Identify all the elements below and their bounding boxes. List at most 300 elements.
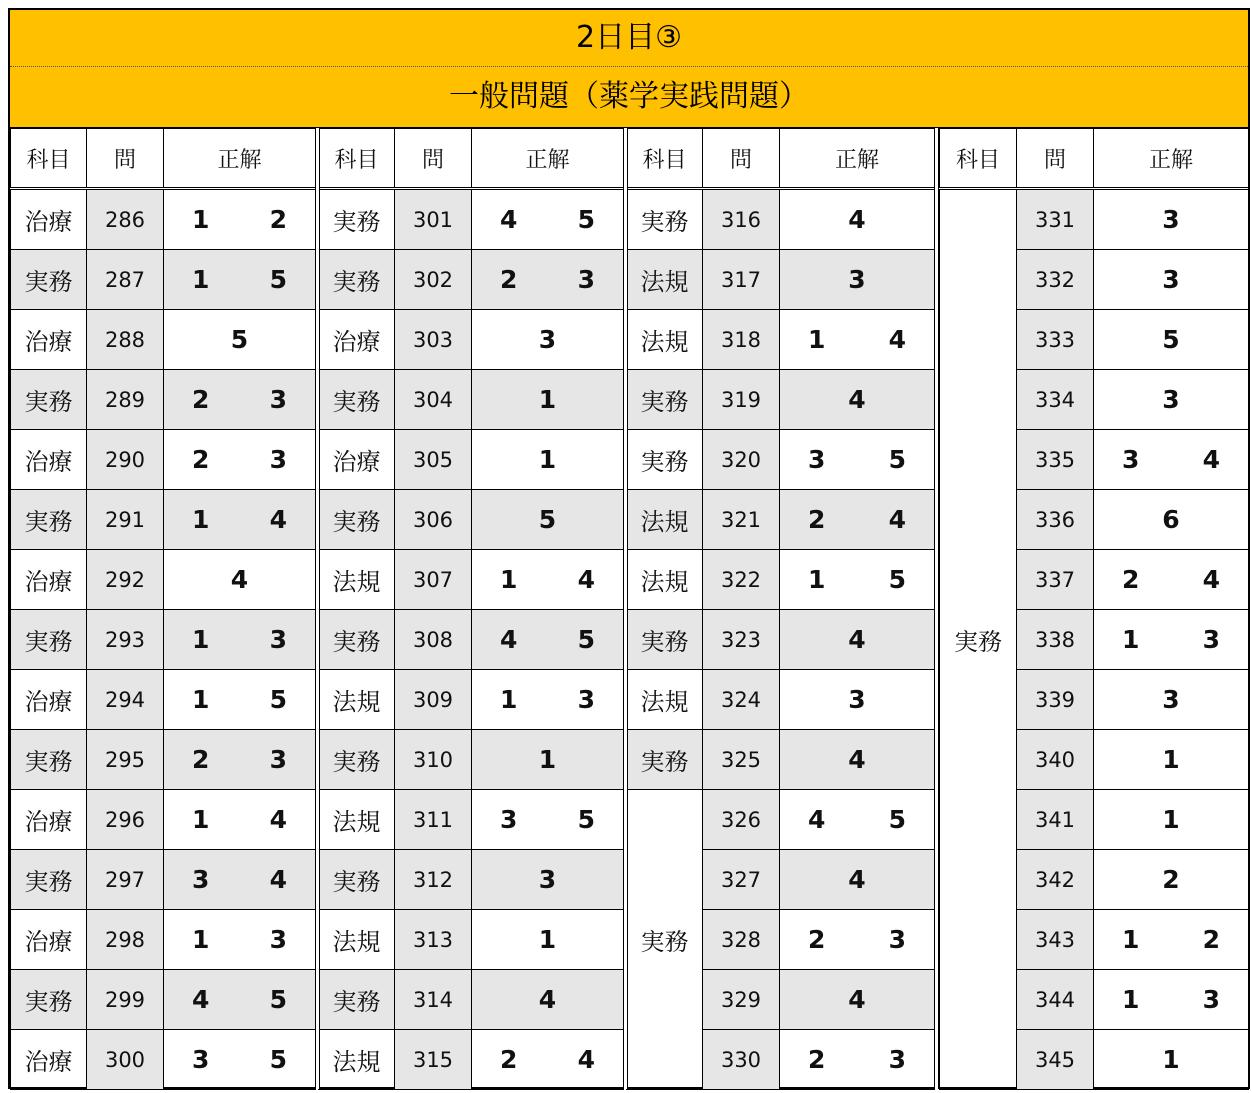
answer-value: 4 (848, 385, 866, 414)
table-row (627, 370, 935, 430)
question-number: 298 (87, 910, 164, 970)
subject-cell: 法規 (627, 550, 703, 610)
subject-header: 科目 (940, 129, 1017, 189)
answer-cell (472, 670, 624, 730)
answer-value: 1 (192, 925, 210, 954)
answer-value: 3 (538, 325, 557, 354)
answer-value: 1 (192, 625, 210, 654)
table-row (11, 430, 316, 490)
question-number: 339 (1017, 670, 1094, 730)
answer-cell (1094, 370, 1249, 430)
answer-value: 5 (269, 985, 287, 1014)
subject-cell: 法規 (319, 1030, 395, 1090)
subject-cell: 治療 (11, 189, 87, 250)
question-number: 296 (87, 790, 164, 850)
answer-value: 1 (192, 805, 210, 834)
question-header: 問 (87, 129, 164, 189)
question-number: 325 (703, 730, 780, 790)
answer-value: 1 (500, 685, 518, 714)
answer-value: 4 (1202, 565, 1220, 594)
answer-value: 5 (269, 265, 287, 294)
answer-value: 2 (192, 385, 210, 414)
answer-value: 1 (538, 445, 557, 474)
answer-cell (1094, 850, 1249, 910)
table-row (11, 310, 316, 370)
answer-cell (780, 370, 935, 430)
answer-value: 5 (269, 685, 287, 714)
answer-cell (164, 250, 316, 310)
table-row (11, 1030, 316, 1090)
question-number: 343 (1017, 910, 1094, 970)
question-number: 307 (395, 550, 472, 610)
table-row (319, 189, 624, 250)
table-row (11, 610, 316, 670)
header-row (319, 129, 624, 189)
table-row (319, 250, 624, 310)
answer-cell (1094, 1030, 1249, 1090)
table-row (319, 610, 624, 670)
answer-value: 4 (848, 985, 866, 1014)
subject-cell: 法規 (319, 910, 395, 970)
answer-cell (780, 790, 935, 850)
table-row (627, 490, 935, 550)
answer-value: 4 (888, 325, 906, 354)
answer-value: 2 (192, 745, 210, 774)
answer-cell (472, 970, 624, 1030)
answer-cell (164, 670, 316, 730)
answer-cell (1094, 189, 1249, 250)
answer-cell (780, 250, 935, 310)
answer-value: 4 (500, 625, 518, 654)
answer-value: 4 (808, 805, 826, 834)
answer-cell (780, 490, 935, 550)
answer-cell (1094, 310, 1249, 370)
question-number: 345 (1017, 1030, 1094, 1090)
answer-value: 1 (192, 505, 210, 534)
subject-cell: 実務 (627, 370, 703, 430)
subject-cell: 実務 (940, 189, 1017, 1090)
answer-block (626, 128, 935, 1090)
answer-value: 1 (1162, 745, 1180, 774)
answer-cell (1094, 790, 1249, 850)
answer-value: 5 (888, 445, 906, 474)
question-number: 312 (395, 850, 472, 910)
table-row (319, 730, 624, 790)
question-number: 293 (87, 610, 164, 670)
answer-cell (164, 790, 316, 850)
answer-value: 3 (500, 805, 518, 834)
answer-block (10, 128, 316, 1090)
question-number: 326 (703, 790, 780, 850)
answer-value: 3 (1202, 625, 1220, 654)
answer-value: 4 (848, 865, 866, 894)
question-number: 317 (703, 250, 780, 310)
subject-header: 科目 (11, 129, 87, 189)
answer-value: 1 (538, 745, 557, 774)
subject-cell: 治療 (319, 430, 395, 490)
answer-block (939, 128, 1249, 1090)
question-number: 304 (395, 370, 472, 430)
answer-value: 4 (269, 805, 287, 834)
question-number: 327 (703, 850, 780, 910)
question-number: 336 (1017, 490, 1094, 550)
page-title: 2日目③ (10, 10, 1248, 67)
subject-header: 科目 (319, 129, 395, 189)
subject-cell: 治療 (11, 1030, 87, 1090)
question-number: 315 (395, 1030, 472, 1090)
answer-value: 3 (1162, 265, 1180, 294)
subject-cell: 治療 (11, 550, 87, 610)
answer-cell (472, 730, 624, 790)
table-row (627, 189, 935, 250)
answer-cell (1094, 250, 1249, 310)
answer-value: 3 (192, 1045, 210, 1074)
answer-value: 4 (577, 1045, 595, 1074)
answer-cell (1094, 670, 1249, 730)
header-row (940, 129, 1249, 189)
section-subtitle: 一般問題（薬学実践問題） (10, 67, 1248, 128)
answer-value: 3 (538, 865, 557, 894)
question-number: 316 (703, 189, 780, 250)
table-row (940, 189, 1249, 250)
question-number: 313 (395, 910, 472, 970)
block-divider (623, 128, 628, 1089)
answer-value: 1 (192, 265, 210, 294)
question-number: 323 (703, 610, 780, 670)
answer-value: 2 (808, 925, 826, 954)
subject-cell: 治療 (11, 310, 87, 370)
answer-value: 1 (1162, 1045, 1180, 1074)
question-number: 324 (703, 670, 780, 730)
answer-cell (780, 1030, 935, 1090)
answer-cell (164, 310, 316, 370)
answer-value: 5 (538, 505, 557, 534)
question-number: 330 (703, 1030, 780, 1090)
answer-cell (164, 189, 316, 250)
table-row (319, 370, 624, 430)
question-number: 328 (703, 910, 780, 970)
table-row (319, 490, 624, 550)
answer-value: 3 (848, 685, 866, 714)
table-row (11, 790, 316, 850)
answer-value: 6 (1162, 505, 1180, 534)
answer-value: 3 (269, 625, 287, 654)
answer-value: 5 (269, 1045, 287, 1074)
answer-value: 2 (500, 1045, 518, 1074)
answer-value: 3 (1162, 685, 1180, 714)
subject-cell: 実務 (627, 430, 703, 490)
question-number: 290 (87, 430, 164, 490)
answer-cell (1094, 730, 1249, 790)
question-number: 306 (395, 490, 472, 550)
subject-cell: 実務 (319, 370, 395, 430)
subject-cell: 実務 (627, 730, 703, 790)
answer-value: 3 (577, 685, 595, 714)
subject-cell: 実務 (627, 189, 703, 250)
table-row (11, 850, 316, 910)
answer-value: 2 (192, 445, 210, 474)
answer-value: 4 (848, 745, 866, 774)
answer-value: 1 (1122, 925, 1140, 954)
answer-cell (164, 970, 316, 1030)
answer-value: 2 (1202, 925, 1220, 954)
table-row (627, 550, 935, 610)
answer-cell (1094, 910, 1249, 970)
table-row (11, 970, 316, 1030)
answer-value: 3 (1162, 385, 1180, 414)
answer-value: 1 (1122, 625, 1140, 654)
answer-cell (1094, 970, 1249, 1030)
answer-cell (472, 550, 624, 610)
answer-cell (1094, 610, 1249, 670)
answer-value: 2 (808, 1045, 826, 1074)
table-row (627, 610, 935, 670)
answer-value: 1 (192, 205, 210, 234)
answer-cell (472, 1030, 624, 1090)
answer-value: 3 (269, 445, 287, 474)
block-divider (934, 128, 939, 1089)
answer-cell (164, 610, 316, 670)
table-row (11, 730, 316, 790)
answer-cell (780, 610, 935, 670)
answer-sheet (8, 8, 1250, 1089)
subject-cell: 実務 (319, 730, 395, 790)
question-number: 341 (1017, 790, 1094, 850)
subject-cell: 実務 (319, 250, 395, 310)
subject-cell: 法規 (627, 490, 703, 550)
answer-cell (164, 490, 316, 550)
answer-value: 5 (1162, 325, 1180, 354)
question-number: 311 (395, 790, 472, 850)
question-number: 291 (87, 490, 164, 550)
answer-cell (780, 189, 935, 250)
subject-cell: 法規 (319, 790, 395, 850)
question-number: 322 (703, 550, 780, 610)
table-row (11, 910, 316, 970)
table-row (627, 670, 935, 730)
subject-cell: 実務 (11, 730, 87, 790)
table-row (319, 910, 624, 970)
table-row (319, 310, 624, 370)
answer-cell (472, 250, 624, 310)
table-row (627, 310, 935, 370)
answer-value: 3 (888, 1045, 906, 1074)
subject-cell: 法規 (627, 310, 703, 370)
answer-cell (1094, 490, 1249, 550)
table-row (627, 250, 935, 310)
subject-cell: 実務 (11, 250, 87, 310)
answer-value: 4 (269, 865, 287, 894)
question-number: 334 (1017, 370, 1094, 430)
subject-cell: 実務 (11, 610, 87, 670)
answer-value: 4 (888, 505, 906, 534)
question-number: 338 (1017, 610, 1094, 670)
table-row (627, 730, 935, 790)
answer-value: 4 (230, 565, 249, 594)
answer-cell (780, 550, 935, 610)
question-number: 308 (395, 610, 472, 670)
answer-cell (780, 910, 935, 970)
subject-cell: 実務 (319, 610, 395, 670)
question-number: 329 (703, 970, 780, 1030)
answer-header: 正解 (1094, 129, 1249, 189)
answer-value: 5 (577, 625, 595, 654)
question-number: 344 (1017, 970, 1094, 1030)
answer-cell (164, 370, 316, 430)
answer-value: 3 (848, 265, 866, 294)
answer-header: 正解 (780, 129, 935, 189)
answer-value: 1 (1122, 985, 1140, 1014)
answer-cell (472, 850, 624, 910)
subject-cell: 実務 (11, 370, 87, 430)
answer-value: 3 (1202, 985, 1220, 1014)
question-header: 問 (395, 129, 472, 189)
subject-cell: 法規 (319, 670, 395, 730)
subject-cell: 法規 (627, 250, 703, 310)
answer-cell (164, 430, 316, 490)
answer-value: 2 (269, 205, 287, 234)
answer-block (318, 128, 624, 1090)
question-number: 314 (395, 970, 472, 1030)
answer-value: 1 (538, 385, 557, 414)
question-number: 318 (703, 310, 780, 370)
answer-value: 3 (1162, 205, 1180, 234)
table-row (11, 189, 316, 250)
question-number: 297 (87, 850, 164, 910)
question-header: 問 (703, 129, 780, 189)
question-number: 331 (1017, 189, 1094, 250)
answer-value: 3 (888, 925, 906, 954)
table-row (11, 670, 316, 730)
table-row (319, 850, 624, 910)
answer-value: 2 (1162, 865, 1180, 894)
question-number: 295 (87, 730, 164, 790)
answer-value: 1 (538, 925, 557, 954)
answer-value: 1 (808, 325, 826, 354)
subject-cell: 治療 (319, 310, 395, 370)
question-number: 287 (87, 250, 164, 310)
table-row (11, 490, 316, 550)
answer-value: 3 (577, 265, 595, 294)
answer-cell (1094, 430, 1249, 490)
subject-cell: 法規 (319, 550, 395, 610)
question-number: 302 (395, 250, 472, 310)
table-row (319, 1030, 624, 1090)
answer-cell (780, 670, 935, 730)
table-row (627, 790, 935, 850)
answer-cell (472, 189, 624, 250)
question-number: 305 (395, 430, 472, 490)
table-row (11, 370, 316, 430)
subject-cell: 治療 (11, 790, 87, 850)
table-row (319, 670, 624, 730)
answer-value: 3 (1122, 445, 1140, 474)
answer-cell (780, 850, 935, 910)
answer-cell (780, 430, 935, 490)
answer-cell (164, 850, 316, 910)
answer-header: 正解 (164, 129, 316, 189)
question-number: 289 (87, 370, 164, 430)
answer-cell (472, 310, 624, 370)
subject-cell: 実務 (319, 850, 395, 910)
answer-value: 2 (808, 505, 826, 534)
answer-cell (780, 310, 935, 370)
answer-value: 1 (1162, 805, 1180, 834)
question-number: 309 (395, 670, 472, 730)
header-row (11, 129, 316, 189)
question-number: 286 (87, 189, 164, 250)
answer-value: 4 (192, 985, 210, 1014)
answer-value: 4 (577, 565, 595, 594)
answer-value: 2 (1122, 565, 1140, 594)
answer-cell (164, 730, 316, 790)
answer-value: 1 (192, 685, 210, 714)
subject-cell: 実務 (11, 970, 87, 1030)
answer-cell (164, 550, 316, 610)
subject-cell: 治療 (11, 430, 87, 490)
answer-value: 4 (848, 205, 866, 234)
question-number: 288 (87, 310, 164, 370)
answer-cell (780, 730, 935, 790)
question-number: 303 (395, 310, 472, 370)
table-row (319, 430, 624, 490)
question-header: 問 (1017, 129, 1094, 189)
answer-cell (472, 910, 624, 970)
subject-cell: 実務 (319, 189, 395, 250)
question-number: 300 (87, 1030, 164, 1090)
answer-value: 4 (848, 625, 866, 654)
answer-cell (472, 610, 624, 670)
subject-cell: 実務 (627, 610, 703, 670)
question-number: 320 (703, 430, 780, 490)
answer-value: 3 (269, 925, 287, 954)
table-row (319, 550, 624, 610)
answer-cell (780, 970, 935, 1030)
answer-value: 3 (269, 745, 287, 774)
subject-cell: 実務 (11, 850, 87, 910)
answer-value: 4 (1202, 445, 1220, 474)
answer-header: 正解 (472, 129, 624, 189)
answer-cell (164, 910, 316, 970)
answer-value: 4 (500, 205, 518, 234)
answer-cell (472, 790, 624, 850)
answer-value: 4 (269, 505, 287, 534)
answer-value: 1 (500, 565, 518, 594)
subject-cell: 実務 (11, 490, 87, 550)
subject-cell: 治療 (11, 910, 87, 970)
answer-cell (164, 1030, 316, 1090)
answer-value: 5 (230, 325, 249, 354)
subject-cell: 法規 (627, 670, 703, 730)
subject-cell: 実務 (319, 970, 395, 1030)
answer-value: 5 (888, 565, 906, 594)
question-number: 301 (395, 189, 472, 250)
answer-value: 5 (577, 205, 595, 234)
header-row (627, 129, 935, 189)
question-number: 292 (87, 550, 164, 610)
answer-value: 5 (888, 805, 906, 834)
table-row (11, 550, 316, 610)
answer-value: 3 (808, 445, 826, 474)
question-number: 299 (87, 970, 164, 1030)
table-row (319, 790, 624, 850)
question-number: 342 (1017, 850, 1094, 910)
subject-cell: 実務 (627, 790, 703, 1090)
answer-cell (1094, 550, 1249, 610)
question-number: 333 (1017, 310, 1094, 370)
question-number: 319 (703, 370, 780, 430)
question-number: 310 (395, 730, 472, 790)
